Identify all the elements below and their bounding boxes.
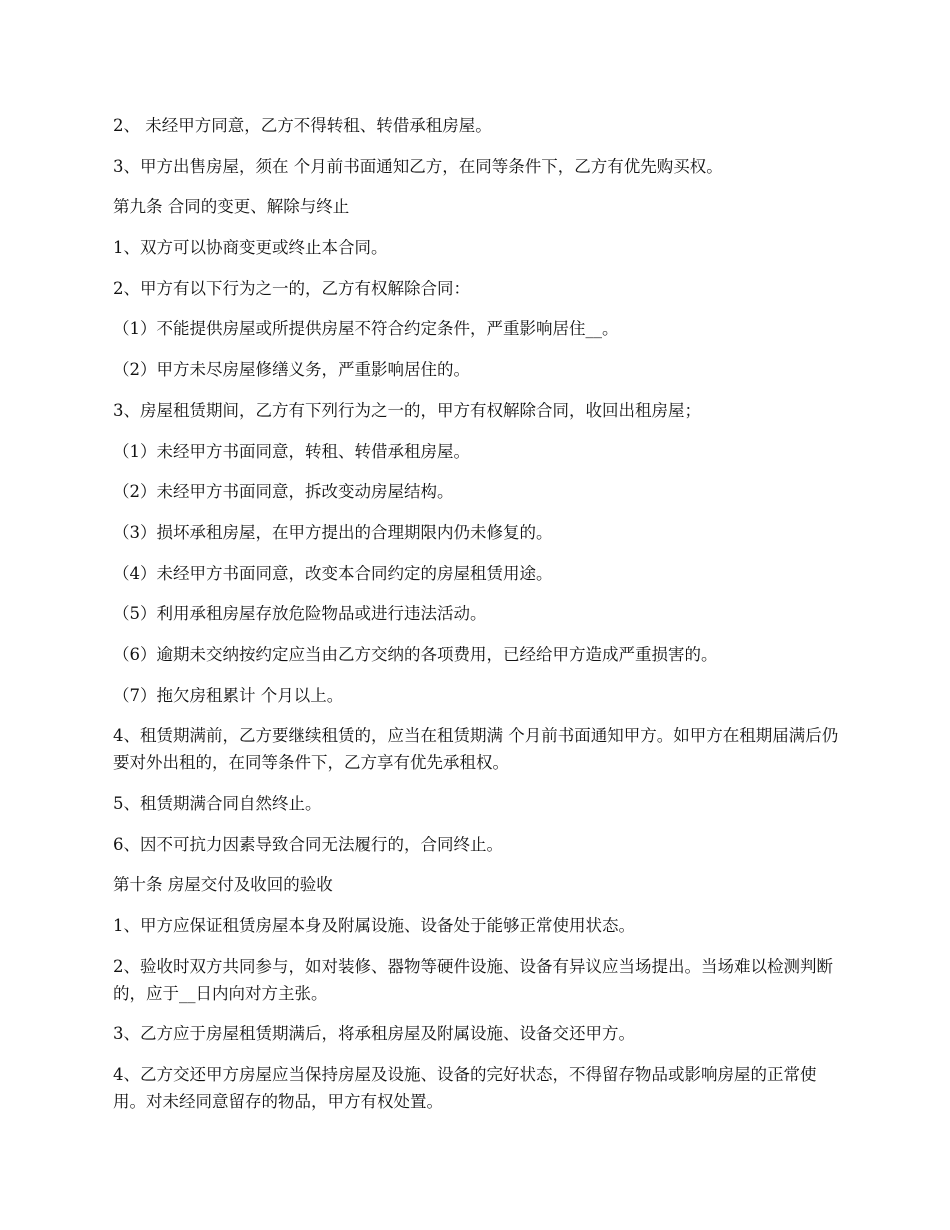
paragraph-clause-9-5: 5、租赁期满合同自然终止。 — [113, 794, 322, 813]
list-item-9-3-3: （3）损坏承租房屋，在甲方提出的合理期限内仍未修复的。 — [113, 522, 553, 542]
list-item-9-3-6: （6）逾期未交纳按约定应当由乙方交纳的各项费用，已经给甲方造成严重损害的。 — [113, 644, 718, 664]
paragraph-clause-9-4: 4、租赁期满前，乙方要继续租赁的，应当在租赁期满 个月前书面通知甲方。如甲方在租期届满后仍要对外出租的，在同等条件下，乙方享有优先承租权。 — [113, 726, 839, 773]
list-item-9-3-4: （4）未经甲方书面同意，改变本合同约定的房屋租赁用途。 — [113, 563, 553, 583]
list-item-9-2-2: （2）甲方未尽房屋修缮义务，严重影响居住的。 — [113, 360, 470, 380]
list-item-9-3-7: （7）拖欠房租累计 个月以上。 — [113, 685, 344, 705]
paragraph-clause-10-1: 1、甲方应保证租赁房屋本身及附属设施、设备处于能够正常使用状态。 — [113, 916, 635, 936]
list-item-9-3-2: （2）未经甲方书面同意，拆改变动房屋结构。 — [113, 482, 454, 502]
paragraph-clause-9-1: 1、双方可以协商变更或终止本合同。 — [113, 238, 388, 258]
paragraph-clause-9-3: 3、房屋租赁期间，乙方有下列行为之一的，甲方有权解除合同，收回出租房屋； — [113, 400, 701, 420]
section-heading-article-10: 第十条 房屋交付及收回的验收 — [113, 875, 333, 895]
list-item-9-3-1: （1）未经甲方书面同意，转租、转借承租房屋。 — [113, 441, 470, 461]
document-body — [113, 112, 843, 1129]
section-heading-article-9: 第九条 合同的变更、解除与终止 — [113, 197, 350, 217]
paragraph-clause-10-2: 2、验收时双方共同参与，如对装修、器物等硬件设施、设备有异议应当场提出。当场难以检测判断的，应于__日内向对方主张。 — [113, 956, 833, 1003]
list-item-9-2-1: （1）不能提供房屋或所提供房屋不符合约定条件，严重影响居住__。 — [113, 319, 619, 339]
paragraph-clause-8-3: 3、甲方出售房屋，须在 个月前书面通知乙方，在同等条件下，乙方有优先购买权。 — [113, 156, 723, 176]
paragraph-clause-9-6: 6、因不可抗力因素导致合同无法履行的，合同终止。 — [113, 834, 503, 854]
list-item-9-3-5: （5）利用承租房屋存放危险物品或进行违法活动。 — [113, 604, 487, 624]
paragraph-clause-9-2: 2、甲方有以下行为之一的，乙方有权解除合同： — [113, 278, 470, 298]
paragraph-clause-8-2: 2、 未经甲方同意，乙方不得转租、转借承租房屋。 — [113, 116, 492, 135]
paragraph-clause-10-4: 4、乙方交还甲方房屋应当保持房屋及设施、设备的完好状态，不得留存物品或影响房屋的正常使用。对未经同意留存的物品，甲方有权处置。 — [113, 1065, 817, 1112]
paragraph-clause-10-3: 3、乙方应于房屋租赁期满后，将承租房屋及附属设施、设备交还甲方。 — [113, 1024, 635, 1044]
